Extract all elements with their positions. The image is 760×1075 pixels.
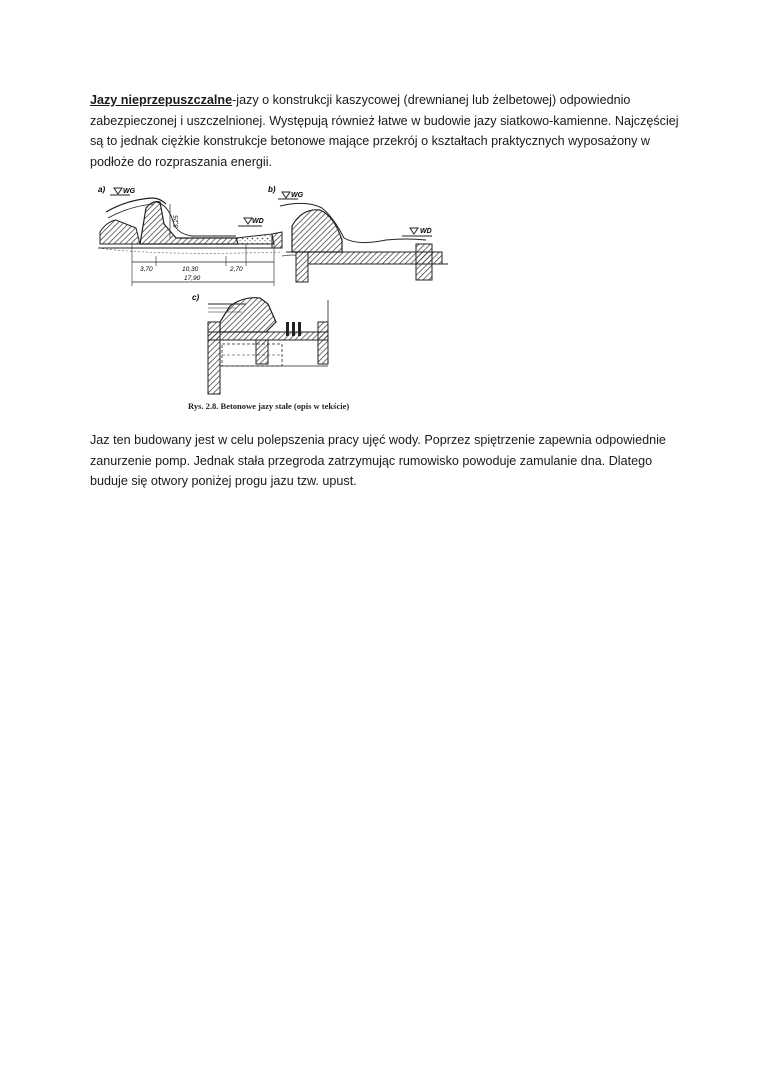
figure-caption: Rys. 2.8. Betonowe jazy stałe (opis w tekście)	[188, 401, 350, 411]
panel-a-total-label: 17,90	[184, 275, 201, 282]
panel-b-drawing	[268, 185, 448, 282]
paragraph-1-text: -jazy o konstrukcji kaszycowej (drewnianej lub żelbetowej) odpowiednio zabezpieczonej i uszczelnionej. Występują również łatwe w budowie jazy siatkowo-kamienne. Najczęściej są to jednak ciężkie konstrukcje betonowe mające przekrój o kształtach praktycznych wyposażony w podłoże do rozpraszania energii.	[90, 93, 679, 169]
panel-a-drawing	[98, 185, 282, 286]
panel-a-label: a)	[98, 185, 106, 194]
paragraph-weir-purpose: Jaz ten budowany jest w celu polepszenia pracy ujęć wody. Poprzez spiętrzenie zapewnia odpowiednie zanurzenie pomp. Jednak stała przegroda zatrzymując rumowisko powoduje zamulanie dna. Dlatego buduje się otwory poniżej progu jazu tzw. upust.	[90, 433, 666, 488]
panel-a-dim3-label: 2,70	[230, 266, 243, 273]
panel-b-label: b)	[268, 185, 276, 194]
term-impermeable-weirs: Jazy nieprzepuszczalne	[90, 93, 233, 107]
panel-b-wg-label: WG	[291, 192, 304, 199]
panel-c-drawing	[192, 293, 328, 394]
panel-b-wd-label: WD	[420, 228, 432, 235]
panel-a-wg-label: WG	[123, 188, 136, 195]
paragraph-weirs-description	[90, 90, 680, 172]
panel-a-wd-label: WD	[252, 218, 264, 225]
panel-a-dim1-label: 3,70	[140, 266, 153, 273]
weir-cross-section-figure	[96, 182, 456, 418]
panel-a-height-label: 5,25	[173, 215, 180, 228]
panel-c-label: c)	[192, 293, 200, 302]
panel-a-dim2-label: 10,30	[182, 266, 199, 273]
